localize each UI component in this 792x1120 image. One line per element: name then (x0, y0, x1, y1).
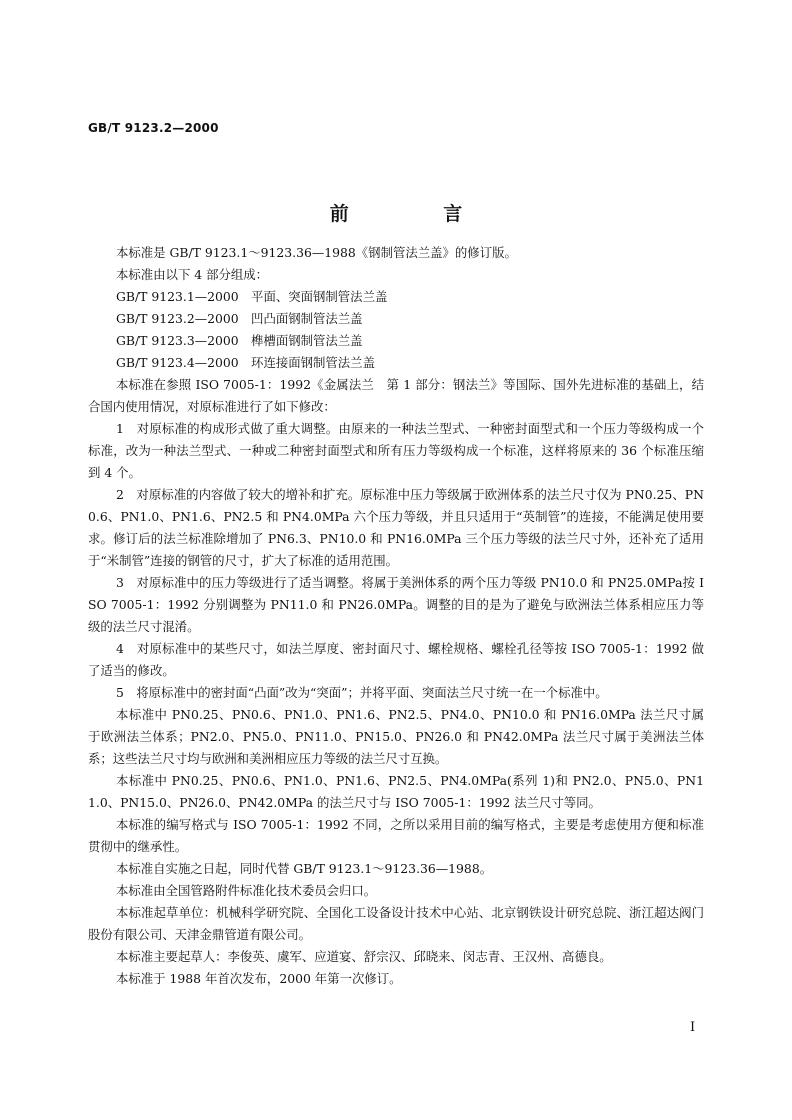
modification-item-5: 5 将原标准中的密封面“凸面”改为“突面”；并将平面、突面法兰尺寸统一在一个标准中。 (116, 685, 608, 700)
paragraph-pressure-systems: 本标准中 PN0.25、PN0.6、PN1.0、PN1.6、PN2.5、PN4.0、PN10.0 和 PN16.0MPa 法兰尺寸属于欧洲法兰体系；PN2.0、PN5.0、PN11.0、PN15.0、PN26.0 和 PN42.0MPa 法兰尺寸属于美洲法兰体系；这些法兰尺寸均与欧洲和美洲相应压力等级的法兰尺寸互换。 (88, 707, 704, 766)
page-title: 前 言 (329, 203, 507, 225)
standard-code-header: GB/T 9123.2—2000 (88, 121, 219, 135)
page-number: I (690, 1020, 696, 1035)
modification-item-4: 4 对原标准中的某些尺寸，如法兰厚度、密封面尺寸、螺栓规格、螺栓孔径等按 ISO 7005-1：1992 做了适当的修改。 (88, 641, 704, 678)
modification-item-3: 3 对原标准中的压力等级进行了适当调整。将属于美洲体系的两个压力等级 PN10.0 和 PN25.0MPa按 ISO 7005-1：1992 分别调整为 PN11.0 和 PN26.0MPa。调整的目的是为了避免与欧洲法兰体系相应压力等级的法兰尺寸混淆。 (88, 575, 704, 634)
paragraph-drafters: 本标准主要起草人：李俊英、虞军、应道宴、舒宗汉、邱晓来、闵志青、王汉州、高德良。 (116, 949, 612, 964)
paragraph-committee: 本标准由全国管路附件标准化技术委员会归口。 (116, 883, 377, 898)
paragraph-iso-equivalence: 本标准中 PN0.25、PN0.6、PN1.0、PN1.6、PN2.5、PN4.0MPa(系列 1)和 PN2.0、PN5.0、PN11.0、PN15.0、PN26.0、PN42.0MPa 的法兰尺寸与 ISO 7005-1：1992 法兰尺寸等同。 (88, 773, 704, 810)
paragraph-reference-basis: 本标准在参照 ISO 7005-1：1992《金属法兰 第 1 部分：钢法兰》等国际、国外先进标准的基础上，结合国内使用情况，对原标准进行了如下修改： (88, 377, 704, 414)
paragraph-supersedes: 本标准自实施之日起，同时代替 GB/T 9123.1～9123.36—1988。 (116, 861, 493, 876)
paragraph-revision-note: 本标准是 GB/T 9123.1～9123.36—1988《钢制管法兰盖》的修订版。 (116, 245, 517, 260)
modification-item-2: 2 对原标准的内容做了较大的增补和扩充。原标准中压力等级属于欧洲体系的法兰尺寸仅为 PN0.25、PN0.6、PN1.0、PN1.6、PN2.5 和 PN4.0MPa 六个压力等级，并且只适用于“英制管”的连接，不能满足使用要求。修订后的法兰标准除增加了 PN6.3、PN10.0 和 PN16.0MPa 三个压力等级的法兰尺寸外，还补充了适用于“米制管”连接的钢管的尺寸，扩大了标准的适用范围。 (88, 487, 704, 568)
part-list-item-3: GB/T 9123.3—2000 榫槽面钢制管法兰盖 (116, 333, 363, 348)
paragraph-composition: 本标准由以下 4 部分组成： (116, 267, 269, 282)
part-list-item-4: GB/T 9123.4—2000 环连接面钢制管法兰盖 (116, 355, 375, 370)
foreword-body (88, 242, 704, 990)
modification-item-1: 1 对原标准的构成形式做了重大调整。由原来的一种法兰型式、一种密封面型式和一个压力等级构成一个标准，改为一种法兰型式、一种或二种密封面型式和所有压力等级构成一个标准，这样将原来的 36 个标准压缩到 4 个。 (88, 421, 704, 480)
paragraph-drafting-units: 本标准起草单位：机械科学研究院、全国化工设备设计技术中心站、北京钢铁设计研究总院、浙江超达阀门股份有限公司、天津金鼎管道有限公司。 (88, 905, 704, 942)
paragraph-format-note: 本标准的编写格式与 ISO 7005-1：1992 不同，之所以采用目前的编写格式，主要是考虑使用方便和标准贯彻中的继承性。 (88, 817, 704, 854)
part-list-item-1: GB/T 9123.1—2000 平面、突面钢制管法兰盖 (116, 289, 388, 304)
paragraph-publication-history: 本标准于 1988 年首次发布，2000 年第一次修订。 (116, 971, 402, 986)
part-list-item-2: GB/T 9123.2—2000 凹凸面钢制管法兰盖 (116, 311, 363, 326)
